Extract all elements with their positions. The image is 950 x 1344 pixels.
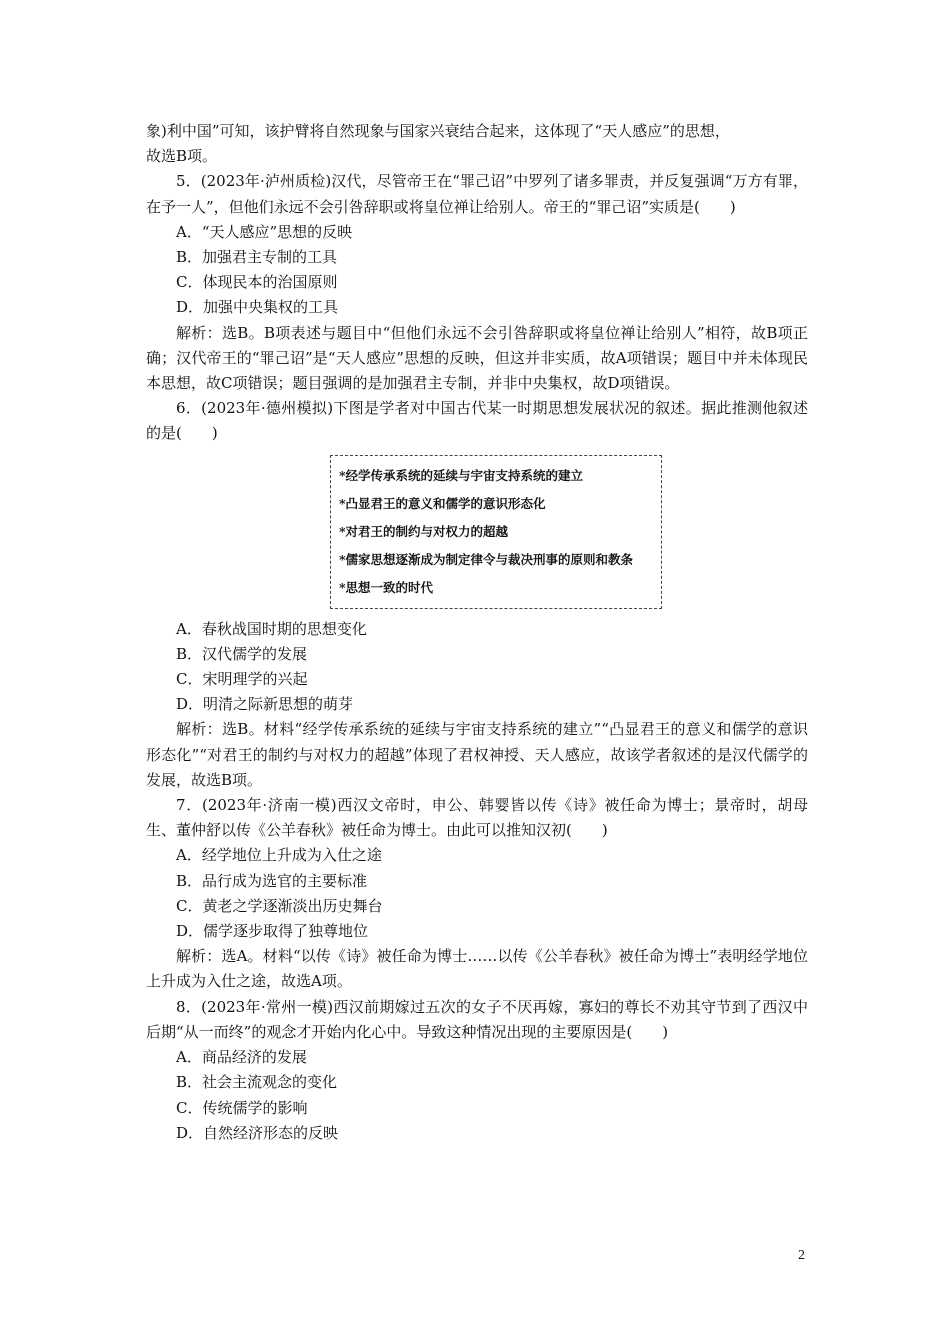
question-6-option-d: D．明清之际新思想的萌芽 bbox=[176, 695, 354, 714]
question-8-option-c: C．传统儒学的影响 bbox=[176, 1098, 308, 1117]
carryover-line-1: 象)利中国”可知，该护臂将自然现象与国家兴衰结合起来，这体现了“天人感应”的思想， bbox=[146, 122, 730, 140]
question-8-option-a: A．商品经济的发展 bbox=[176, 1048, 307, 1067]
figure-item: *对君王的制约与对权力的超越 bbox=[339, 523, 509, 539]
question-6-option-c: C．宋明理学的兴起 bbox=[176, 670, 308, 689]
question-6-stem: 6．(2023年·德州模拟)下图是学者对中国古代某一时期思想发展状况的叙述。据此推测他叙述的是( ) bbox=[146, 399, 808, 443]
figure-item: *凸显君王的意义和儒学的意识形态化 bbox=[339, 495, 546, 511]
question-7-analysis: 解析：选A。材料“以传《诗》被任命为博士……以传《公羊春秋》被任命为博士”表明经学地位上升成为入仕之途，故选A项。 bbox=[146, 947, 808, 991]
question-6-analysis: 解析：选B。材料“经学传承系统的延续与宇宙支持系统的建立”“凸显君王的意义和儒学的意识形态化”“对君王的制约与对权力的超越”体现了君权神授、天人感应，故该学者叙述的是汉代儒学的发展，故选B项。 bbox=[146, 720, 808, 789]
figure-item: *经学传承系统的延续与宇宙支持系统的建立 bbox=[339, 467, 584, 483]
figure-item: *儒家思想逐渐成为制定律令与裁决刑事的原则和教条 bbox=[339, 551, 634, 567]
question-5-option-b: B．加强君主专制的工具 bbox=[176, 248, 338, 267]
question-7-option-c: C．黄老之学逐渐淡出历史舞台 bbox=[176, 896, 383, 915]
question-7-option-a: A．经学地位上升成为入仕之途 bbox=[176, 846, 382, 865]
question-5-option-c: C．体现民本的治国原则 bbox=[176, 273, 338, 292]
question-8-option-b: B．社会主流观念的变化 bbox=[176, 1073, 338, 1092]
question-5-option-d: D．加强中央集权的工具 bbox=[176, 298, 339, 317]
question-7-stem: 7．(2023年·济南一模)西汉文帝时，申公、韩婴皆以传《诗》被任命为博士；景帝时，胡母生、董仲舒以传《公羊春秋》被任命为博士。由此可以推知汉初( ) bbox=[146, 796, 808, 840]
page-content bbox=[146, 119, 808, 1146]
carryover-line-2: 故选B项。 bbox=[146, 147, 218, 166]
figure-item: *思想一致的时代 bbox=[339, 579, 434, 595]
page-number: 2 bbox=[798, 1248, 805, 1263]
question-5-option-a: A．“天人感应”思想的反映 bbox=[176, 222, 353, 241]
question-7-option-d: D．儒学逐步取得了独尊地位 bbox=[176, 922, 369, 941]
question-8-stem: 8．(2023年·常州一模)西汉前期嫁过五次的女子不厌再嫁，寡妇的尊长不劝其守节到了西汉中后期“从一而终”的观念才开始内化心中。导致这种情况出现的主要原因是( ) bbox=[146, 997, 808, 1041]
question-5-stem: 5．(2023年·泸州质检)汉代，尽管帝王在“罪己诏”中罗列了诸多罪责，并反复强调“万方有罪，在予一人”，但他们永远不会引咎辞职或将皇位禅让给别人。帝王的“罪己诏”实质是( ) bbox=[146, 172, 808, 216]
question-6-option-b: B．汉代儒学的发展 bbox=[176, 644, 308, 663]
question-8-option-d: D．自然经济形态的反映 bbox=[176, 1123, 339, 1142]
question-7-option-b: B．品行成为选官的主要标准 bbox=[176, 871, 368, 890]
question-5-analysis: 解析：选B。B项表述与题目中“但他们永远不会引咎辞职或将皇位禅让给别人”相符，故B项正确；汉代帝王的“罪己诏”是“天人感应”思想的反映，但这并非实质，故A项错误；题目中并未体现民本思想，故C项错误；题目强调的是加强君主专制，并非中央集权，故D项错误。 bbox=[146, 323, 808, 393]
question-6-option-a: A．春秋战国时期的思想变化 bbox=[176, 619, 367, 638]
question-6-figure-box bbox=[330, 455, 662, 609]
